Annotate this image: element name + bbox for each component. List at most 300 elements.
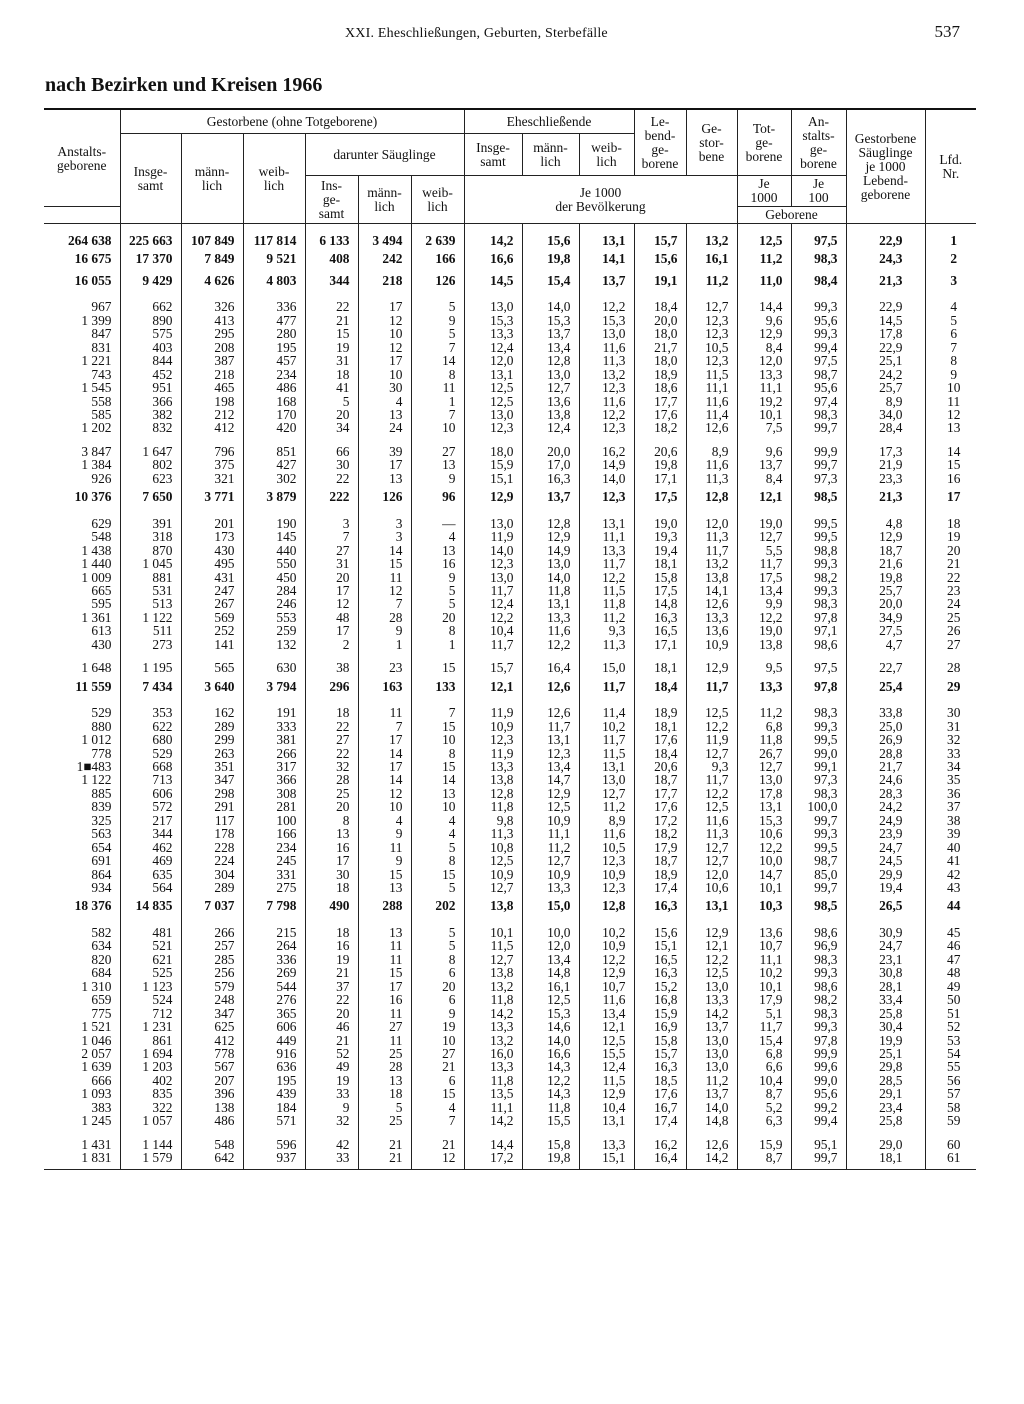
cell-lebendgeborene: 17,7 (634, 787, 686, 800)
cell-anstaltsgeborene: 430 (44, 638, 120, 651)
cell-anstaltsgeborene: 934 (44, 881, 120, 894)
cell-ehe-weiblich: 9,3 (579, 624, 634, 637)
cell-lfd-nr: 16 (925, 472, 976, 485)
cell-anstaltsgeborene-rate: 98,5 (791, 894, 846, 915)
cell-anstaltsgeborene-rate: 99,7 (791, 881, 846, 894)
cell-insgesamt: 217 (120, 814, 181, 827)
cell-saeugl-weiblich: 7 (411, 341, 464, 354)
cell-lfd-nr: 48 (925, 966, 976, 979)
cell-anstaltsgeborene-rate: 99,3 (791, 966, 846, 979)
cell-anstaltsgeborene: 665 (44, 584, 120, 597)
cell-saeugl-weiblich: 9 (411, 1007, 464, 1020)
cell-saeuglinge-rate: 21,7 (846, 760, 925, 773)
cell-anstaltsgeborene-rate: 99,9 (791, 435, 846, 458)
cell-gestorbene: 12,3 (686, 327, 737, 340)
cell-ehe-insgesamt: 11,7 (464, 638, 522, 651)
cell-weiblich: 366 (243, 773, 305, 786)
cell-saeuglinge-rate: 22,7 (846, 651, 925, 674)
cell-lfd-nr: 11 (925, 395, 976, 408)
cell-gestorbene: 14,2 (686, 1007, 737, 1020)
cell-anstaltsgeborene-rate: 95,1 (791, 1128, 846, 1151)
cell-ehe-maennlich: 15,0 (522, 894, 579, 915)
cell-totgeborene: 12,0 (737, 354, 791, 367)
cell-lebendgeborene: 15,8 (634, 571, 686, 584)
cell-ehe-weiblich: 13,3 (579, 1128, 634, 1151)
cell-anstaltsgeborene: 967 (44, 290, 120, 313)
header-ehe-insgesamt: Insge- samt (464, 134, 522, 176)
cell-totgeborene: 15,3 (737, 814, 791, 827)
cell-ehe-maennlich: 12,2 (522, 638, 579, 651)
cell-anstaltsgeborene-rate: 97,4 (791, 395, 846, 408)
cell-totgeborene: 6,3 (737, 1114, 791, 1127)
cell-ehe-weiblich: 12,5 (579, 1034, 634, 1047)
cell-gestorbene: 12,5 (686, 696, 737, 719)
cell-insgesamt: 606 (120, 787, 181, 800)
cell-totgeborene: 5,1 (737, 1007, 791, 1020)
cell-gestorbene: 14,8 (686, 1114, 737, 1127)
table-row (44, 733, 976, 746)
table-row (44, 1034, 976, 1047)
cell-lebendgeborene: 17,6 (634, 800, 686, 813)
cell-saeugl-weiblich: 4 (411, 814, 464, 827)
cell-saeuglinge-rate: 21,3 (846, 269, 925, 290)
cell-anstaltsgeborene: 926 (44, 472, 120, 485)
cell-saeugl-maennlich: 11 (358, 953, 411, 966)
cell-lfd-nr: 17 (925, 485, 976, 506)
cell-lfd-nr: 47 (925, 953, 976, 966)
cell-ehe-weiblich: 15,0 (579, 651, 634, 674)
table-row (44, 953, 976, 966)
cell-weiblich: 486 (243, 381, 305, 394)
cell-maennlich: 412 (181, 1034, 243, 1047)
cell-anstaltsgeborene-rate: 99,4 (791, 1114, 846, 1127)
table-row (44, 1101, 976, 1114)
cell-ehe-weiblich: 12,9 (579, 1087, 634, 1100)
cell-maennlich: 567 (181, 1060, 243, 1073)
cell-anstaltsgeborene-rate: 97,1 (791, 624, 846, 637)
cell-weiblich: 184 (243, 1101, 305, 1114)
cell-insgesamt: 481 (120, 916, 181, 939)
cell-ehe-weiblich: 11,7 (579, 733, 634, 746)
cell-weiblich: 117 814 (243, 224, 305, 248)
cell-lfd-nr: 9 (925, 368, 976, 381)
cell-anstaltsgeborene: 1 221 (44, 354, 120, 367)
cell-ehe-insgesamt: 12,5 (464, 854, 522, 867)
cell-lfd-nr: 15 (925, 458, 976, 471)
table-row (44, 530, 976, 543)
cell-ehe-maennlich: 13,8 (522, 408, 579, 421)
cell-saeugl-weiblich: 27 (411, 1047, 464, 1060)
cell-anstaltsgeborene: 839 (44, 800, 120, 813)
cell-maennlich: 778 (181, 1047, 243, 1060)
table-row (44, 638, 976, 651)
cell-saeugl-insgesamt: 16 (305, 841, 358, 854)
cell-lebendgeborene: 18,1 (634, 651, 686, 674)
page-title: nach Bezirken und Kreisen 1966 (45, 74, 323, 96)
header-gestorbene-group: Gestorbene (ohne Totgeborene) (120, 109, 464, 134)
cell-saeuglinge-rate: 25,4 (846, 675, 925, 696)
cell-lfd-nr: 6 (925, 327, 976, 340)
cell-lfd-nr: 37 (925, 800, 976, 813)
cell-saeugl-insgesamt: 16 (305, 939, 358, 952)
cell-weiblich: 477 (243, 314, 305, 327)
cell-totgeborene: 12,7 (737, 530, 791, 543)
cell-gestorbene: 11,3 (686, 827, 737, 840)
cell-saeugl-maennlich: 17 (358, 733, 411, 746)
cell-saeuglinge-rate: 8,9 (846, 395, 925, 408)
cell-ehe-weiblich: 13,1 (579, 760, 634, 773)
cell-insgesamt: 322 (120, 1101, 181, 1114)
cell-insgesamt: 622 (120, 720, 181, 733)
cell-saeugl-insgesamt: 31 (305, 354, 358, 367)
cell-ehe-insgesamt: 12,9 (464, 485, 522, 506)
cell-gestorbene: 12,6 (686, 421, 737, 434)
cell-weiblich: 317 (243, 760, 305, 773)
cell-anstaltsgeborene: 1 545 (44, 381, 120, 394)
cell-gestorbene: 12,2 (686, 787, 737, 800)
cell-anstaltsgeborene-rate: 99,1 (791, 760, 846, 773)
cell-saeugl-insgesamt: 21 (305, 1034, 358, 1047)
cell-anstaltsgeborene-rate: 98,3 (791, 408, 846, 421)
cell-ehe-weiblich: 8,9 (579, 814, 634, 827)
cell-saeugl-maennlich: 17 (358, 290, 411, 313)
cell-lfd-nr: 59 (925, 1114, 976, 1127)
cell-totgeborene: 9,6 (737, 314, 791, 327)
cell-ehe-insgesamt: 15,1 (464, 472, 522, 485)
cell-saeugl-insgesamt: 8 (305, 814, 358, 827)
table-row (44, 544, 976, 557)
cell-ehe-insgesamt: 17,2 (464, 1151, 522, 1169)
cell-lebendgeborene: 19,8 (634, 458, 686, 471)
cell-saeuglinge-rate: 25,8 (846, 1114, 925, 1127)
cell-anstaltsgeborene: 264 638 (44, 224, 120, 248)
cell-totgeborene: 6,8 (737, 720, 791, 733)
cell-insgesamt: 844 (120, 354, 181, 367)
cell-saeugl-insgesamt: 34 (305, 421, 358, 434)
cell-saeugl-weiblich: 13 (411, 544, 464, 557)
cell-anstaltsgeborene: 1 438 (44, 544, 120, 557)
cell-gestorbene: 9,3 (686, 760, 737, 773)
cell-lebendgeborene: 19,1 (634, 269, 686, 290)
cell-totgeborene: 19,0 (737, 507, 791, 530)
cell-ehe-weiblich: 12,9 (579, 966, 634, 979)
cell-saeugl-insgesamt: 21 (305, 314, 358, 327)
table-row (44, 1114, 976, 1127)
cell-saeugl-insgesamt: 17 (305, 624, 358, 637)
cell-saeugl-insgesamt: 18 (305, 916, 358, 939)
cell-gestorbene: 11,6 (686, 395, 737, 408)
statistics-table (44, 108, 976, 1170)
cell-saeugl-weiblich: 5 (411, 916, 464, 939)
cell-anstaltsgeborene-rate: 98,2 (791, 571, 846, 584)
cell-anstaltsgeborene: 558 (44, 395, 120, 408)
cell-saeugl-insgesamt: 42 (305, 1128, 358, 1151)
cell-maennlich: 431 (181, 571, 243, 584)
cell-lebendgeborene: 20,6 (634, 760, 686, 773)
cell-ehe-weiblich: 11,2 (579, 800, 634, 813)
cell-saeugl-insgesamt: 344 (305, 269, 358, 290)
cell-gestorbene: 13,8 (686, 571, 737, 584)
cell-lfd-nr: 22 (925, 571, 976, 584)
cell-anstaltsgeborene-rate: 99,2 (791, 1101, 846, 1114)
cell-saeuglinge-rate: 21,3 (846, 485, 925, 506)
cell-insgesamt: 1 195 (120, 651, 181, 674)
cell-anstaltsgeborene-rate: 85,0 (791, 868, 846, 881)
cell-ehe-weiblich: 16,2 (579, 435, 634, 458)
table-row (44, 421, 976, 434)
cell-totgeborene: 17,8 (737, 787, 791, 800)
cell-ehe-insgesamt: 11,7 (464, 584, 522, 597)
cell-insgesamt: 524 (120, 993, 181, 1006)
cell-saeugl-maennlich: 15 (358, 868, 411, 881)
cell-totgeborene: 12,9 (737, 327, 791, 340)
header-ehe-maennlich: männ- lich (522, 134, 579, 176)
cell-maennlich: 218 (181, 368, 243, 381)
cell-maennlich: 625 (181, 1020, 243, 1033)
cell-weiblich: 550 (243, 557, 305, 570)
cell-saeugl-insgesamt: 52 (305, 1047, 358, 1060)
header-geborene: Geborene (737, 207, 846, 224)
cell-saeugl-maennlich: 24 (358, 421, 411, 434)
header-maennlich: männ- lich (181, 134, 243, 224)
cell-weiblich: 3 794 (243, 675, 305, 696)
cell-anstaltsgeborene-rate: 97,3 (791, 472, 846, 485)
cell-lfd-nr: 44 (925, 894, 976, 915)
cell-saeugl-insgesamt: 22 (305, 747, 358, 760)
cell-anstaltsgeborene: 778 (44, 747, 120, 760)
cell-insgesamt: 403 (120, 341, 181, 354)
table-row (44, 760, 976, 773)
cell-totgeborene: 10,6 (737, 827, 791, 840)
cell-lebendgeborene: 21,7 (634, 341, 686, 354)
cell-anstaltsgeborene-rate: 98,7 (791, 368, 846, 381)
cell-anstaltsgeborene: 1 648 (44, 651, 120, 674)
cell-gestorbene: 12,7 (686, 290, 737, 313)
cell-anstaltsgeborene: 383 (44, 1101, 120, 1114)
cell-totgeborene: 8,7 (737, 1151, 791, 1169)
cell-totgeborene: 19,0 (737, 624, 791, 637)
cell-anstaltsgeborene: 775 (44, 1007, 120, 1020)
cell-ehe-maennlich: 16,4 (522, 651, 579, 674)
header-weiblich: weib- lich (243, 134, 305, 224)
cell-totgeborene: 9,5 (737, 651, 791, 674)
cell-gestorbene: 10,5 (686, 341, 737, 354)
cell-saeugl-weiblich: 10 (411, 733, 464, 746)
cell-weiblich: 365 (243, 1007, 305, 1020)
cell-saeugl-insgesamt: 22 (305, 993, 358, 1006)
cell-ehe-insgesamt: 10,1 (464, 916, 522, 939)
cell-anstaltsgeborene-rate: 98,3 (791, 247, 846, 268)
cell-saeugl-maennlich: 7 (358, 597, 411, 610)
cell-totgeborene: 13,0 (737, 773, 791, 786)
cell-ehe-maennlich: 17,0 (522, 458, 579, 471)
cell-ehe-insgesamt: 13,8 (464, 966, 522, 979)
cell-gestorbene: 12,5 (686, 966, 737, 979)
table-body (44, 224, 976, 1170)
cell-gestorbene: 12,9 (686, 916, 737, 939)
cell-maennlich: 248 (181, 993, 243, 1006)
cell-ehe-insgesamt: 12,1 (464, 675, 522, 696)
cell-ehe-weiblich: 13,3 (579, 544, 634, 557)
header-je-1000: Je 1000 (737, 176, 791, 207)
cell-gestorbene: 11,4 (686, 408, 737, 421)
cell-maennlich: 117 (181, 814, 243, 827)
cell-anstaltsgeborene: 1 046 (44, 1034, 120, 1047)
header-saeuglinge-insgesamt: Ins- ge- samt (305, 176, 358, 224)
cell-lebendgeborene: 16,3 (634, 611, 686, 624)
cell-anstaltsgeborene-rate: 97,5 (791, 651, 846, 674)
table-row (44, 472, 976, 485)
cell-saeugl-insgesamt: 66 (305, 435, 358, 458)
cell-saeugl-maennlich: 12 (358, 787, 411, 800)
cell-insgesamt: 9 429 (120, 269, 181, 290)
header-lebendgeborene: Le- bend- ge- borene (634, 109, 686, 176)
table-row (44, 814, 976, 827)
cell-lebendgeborene: 15,8 (634, 1034, 686, 1047)
cell-maennlich: 263 (181, 747, 243, 760)
cell-saeuglinge-rate: 18,1 (846, 1151, 925, 1169)
cell-gestorbene: 12,6 (686, 1128, 737, 1151)
cell-maennlich: 267 (181, 597, 243, 610)
cell-weiblich: 630 (243, 651, 305, 674)
cell-saeugl-weiblich: 14 (411, 354, 464, 367)
cell-insgesamt: 7 650 (120, 485, 181, 506)
cell-saeugl-maennlich: 11 (358, 939, 411, 952)
cell-saeugl-insgesamt: 49 (305, 1060, 358, 1073)
cell-ehe-weiblich: 10,9 (579, 868, 634, 881)
cell-anstaltsgeborene: 2 057 (44, 1047, 120, 1060)
cell-weiblich: 333 (243, 720, 305, 733)
cell-totgeborene: 13,1 (737, 800, 791, 813)
cell-maennlich: 7 849 (181, 247, 243, 268)
cell-saeuglinge-rate: 28,3 (846, 787, 925, 800)
cell-ehe-insgesamt: 13,0 (464, 290, 522, 313)
cell-saeuglinge-rate: 26,9 (846, 733, 925, 746)
cell-weiblich: 234 (243, 841, 305, 854)
header-lfd-nr: Lfd. Nr. (925, 109, 976, 224)
table-row (44, 597, 976, 610)
cell-totgeborene: 5,2 (737, 1101, 791, 1114)
statistics-table-wrapper (44, 108, 963, 1170)
cell-anstaltsgeborene-rate: 97,5 (791, 354, 846, 367)
cell-anstaltsgeborene: 548 (44, 530, 120, 543)
cell-ehe-maennlich: 15,8 (522, 1128, 579, 1151)
cell-ehe-maennlich: 12,9 (522, 530, 579, 543)
cell-gestorbene: 12,3 (686, 354, 737, 367)
cell-ehe-weiblich: 12,8 (579, 894, 634, 915)
cell-saeugl-insgesamt: 46 (305, 1020, 358, 1033)
cell-saeuglinge-rate: 19,8 (846, 571, 925, 584)
cell-ehe-maennlich: 15,3 (522, 314, 579, 327)
cell-lfd-nr: 29 (925, 675, 976, 696)
cell-ehe-weiblich: 10,2 (579, 720, 634, 733)
cell-maennlich: 141 (181, 638, 243, 651)
table-row (44, 993, 976, 1006)
cell-saeuglinge-rate: 24,6 (846, 773, 925, 786)
cell-saeugl-weiblich: 14 (411, 773, 464, 786)
cell-lfd-nr: 21 (925, 557, 976, 570)
cell-ehe-maennlich: 11,8 (522, 1101, 579, 1114)
cell-ehe-maennlich: 11,6 (522, 624, 579, 637)
cell-lfd-nr: 7 (925, 341, 976, 354)
cell-saeugl-maennlich: 16 (358, 993, 411, 1006)
cell-saeuglinge-rate: 4,7 (846, 638, 925, 651)
cell-insgesamt: 225 663 (120, 224, 181, 248)
cell-anstaltsgeborene: 1 639 (44, 1060, 120, 1073)
cell-ehe-weiblich: 11,1 (579, 530, 634, 543)
cell-totgeborene: 10,1 (737, 881, 791, 894)
cell-weiblich: 191 (243, 696, 305, 719)
cell-anstaltsgeborene: 1 521 (44, 1020, 120, 1033)
cell-saeuglinge-rate: 21,9 (846, 458, 925, 471)
cell-saeuglinge-rate: 26,5 (846, 894, 925, 915)
cell-anstaltsgeborene: 16 675 (44, 247, 120, 268)
cell-saeugl-weiblich: 9 (411, 472, 464, 485)
cell-anstaltsgeborene: 634 (44, 939, 120, 952)
cell-gestorbene: 8,9 (686, 435, 737, 458)
cell-weiblich: 145 (243, 530, 305, 543)
cell-ehe-weiblich: 13,0 (579, 773, 634, 786)
cell-saeugl-insgesamt: 37 (305, 980, 358, 993)
cell-saeugl-weiblich: 20 (411, 980, 464, 993)
cell-weiblich: 851 (243, 435, 305, 458)
cell-saeugl-weiblich: 5 (411, 584, 464, 597)
cell-saeugl-weiblich: 126 (411, 269, 464, 290)
cell-gestorbene: 12,2 (686, 720, 737, 733)
cell-ehe-maennlich: 16,3 (522, 472, 579, 485)
cell-saeugl-maennlich: 21 (358, 1128, 411, 1151)
cell-weiblich: 100 (243, 814, 305, 827)
table-row (44, 827, 976, 840)
cell-maennlich: 285 (181, 953, 243, 966)
cell-lfd-nr: 23 (925, 584, 976, 597)
cell-totgeborene: 11,1 (737, 953, 791, 966)
cell-totgeborene: 8,7 (737, 1087, 791, 1100)
cell-saeugl-insgesamt: 28 (305, 773, 358, 786)
cell-saeugl-maennlich: 27 (358, 1020, 411, 1033)
cell-insgesamt: 513 (120, 597, 181, 610)
cell-ehe-weiblich: 14,1 (579, 247, 634, 268)
cell-ehe-weiblich: 13,1 (579, 224, 634, 248)
cell-insgesamt: 1 579 (120, 1151, 181, 1169)
cell-totgeborene: 10,7 (737, 939, 791, 952)
cell-gestorbene: 11,7 (686, 544, 737, 557)
cell-saeugl-weiblich: 13 (411, 787, 464, 800)
cell-maennlich: 299 (181, 733, 243, 746)
table-row (44, 881, 976, 894)
cell-ehe-maennlich: 10,9 (522, 868, 579, 881)
cell-weiblich: 916 (243, 1047, 305, 1060)
cell-insgesamt: 713 (120, 773, 181, 786)
cell-insgesamt: 273 (120, 638, 181, 651)
cell-saeuglinge-rate: 24,7 (846, 841, 925, 854)
cell-weiblich: 336 (243, 290, 305, 313)
cell-anstaltsgeborene-rate: 98,3 (791, 696, 846, 719)
cell-lebendgeborene: 19,0 (634, 507, 686, 530)
cell-saeugl-insgesamt: 32 (305, 760, 358, 773)
cell-maennlich: 412 (181, 421, 243, 434)
cell-saeuglinge-rate: 25,8 (846, 1007, 925, 1020)
cell-ehe-weiblich: 13,2 (579, 368, 634, 381)
cell-ehe-weiblich: 12,1 (579, 1020, 634, 1033)
cell-saeugl-weiblich: 5 (411, 881, 464, 894)
cell-insgesamt: 452 (120, 368, 181, 381)
cell-insgesamt: 511 (120, 624, 181, 637)
cell-anstaltsgeborene: 1 122 (44, 773, 120, 786)
cell-ehe-maennlich: 12,7 (522, 381, 579, 394)
cell-anstaltsgeborene-rate: 98,5 (791, 485, 846, 506)
cell-saeugl-maennlich: 13 (358, 916, 411, 939)
